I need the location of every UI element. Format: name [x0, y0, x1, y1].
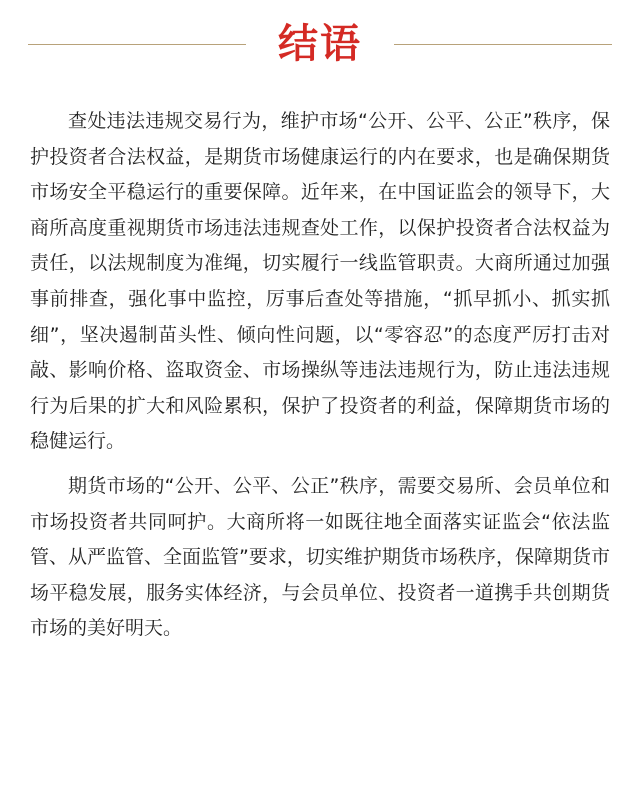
section-header — [0, 14, 640, 74]
paragraph-1: 查处违法违规交易行为，维护市场“公开、公平、公正”秩序，保护投资者合法权益，是期货市场健康运行的内在要求，也是确保期货市场安全平稳运行的重要保障。近年来，在中国证监会的领导下，大商所高度重视期货市场违法违规查处工作，以保护投资者合法权益为责任，以法规制度为准绳，切实履行一线监管职责。大商所通过加强事前排查，强化事中监控，厉事后查处等措施，“抓早抓小、抓实抓细”，坚决遏制苗头性、倾向性问题，以“零容忍”的态度严厉打击对敲、影响价格、盗取资金、市场操纵等违法违规行为，防止违法违规行为后果的扩大和风险累积，保护了投资者的利益，保障期货市场的稳健运行。 — [30, 110, 610, 453]
paragraph-2: 期货市场的“公开、公平、公正”秩序，需要交易所、会员单位和市场投资者共同呵护。大商所将一如既往地全面落实证监会“依法监管、从严监管、全面监管”要求，切实维护期货市场秩序，保障期货市场平稳发展，服务实体经济，与会员单位、投资者一道携手共创期货市场的美好明天。 — [30, 474, 610, 640]
article-body — [30, 104, 610, 647]
header-divider-left — [28, 44, 246, 45]
section-title: 结语 — [278, 21, 362, 67]
header-divider-right — [394, 44, 612, 45]
